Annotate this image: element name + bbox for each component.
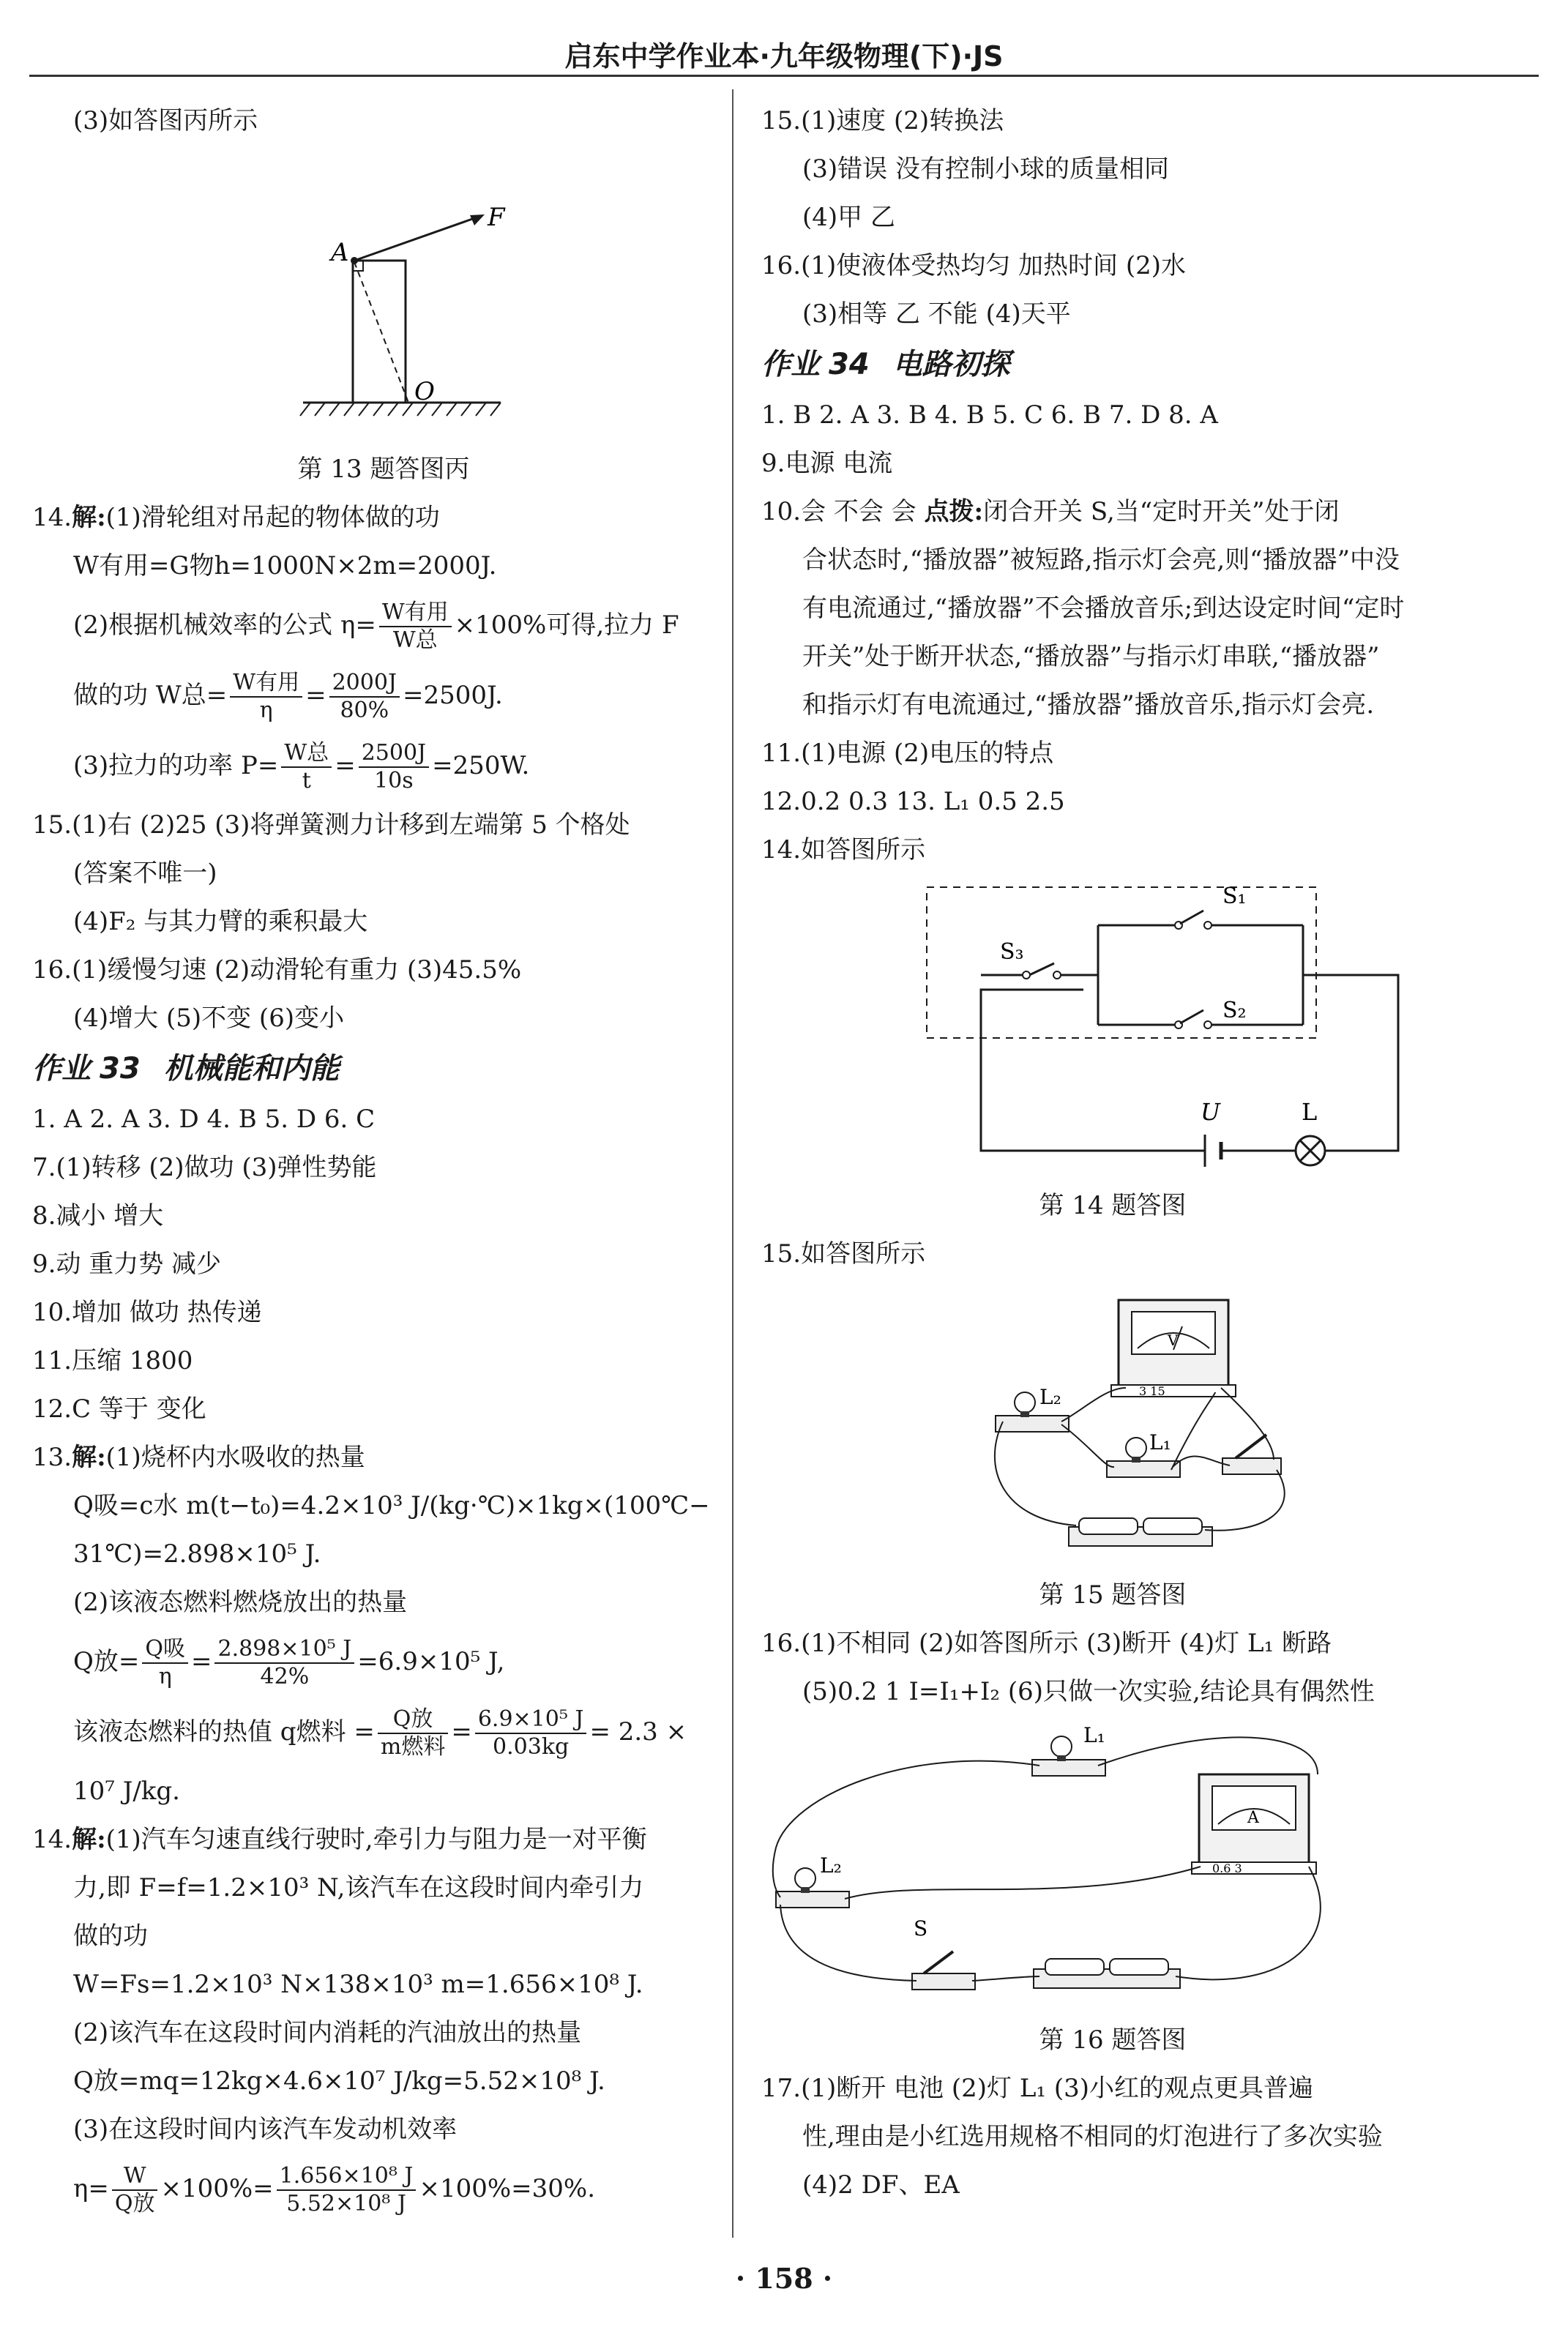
lamp-L1-board [1032,1760,1105,1776]
q13-part3: (3)如答图丙所示 [73,106,258,135]
r15-line3: (4)甲 乙 [802,203,895,232]
q14-line1: 14.解:(1)滑轮组对吊起的物体做的功 [32,503,440,532]
answer-13-line5: Q放= $\frac{\text{Q吸}}{\eta}$ = $\frac{\text{2.898×10⁵ J}}{42\%}$ =6.9×10⁵ J, [73,1636,505,1689]
b-answer-16-line1: 16.(1)不相同 (2)如答图所示 (3)断开 (4)灯 L₁ 断路 [761,1629,1332,1658]
fig16-figure [761,1716,1464,2016]
fig14-caption: 第 14 题答图 [1039,1191,1187,1220]
b-answer-10-line3: 有电流通过,“播放器”不会播放音乐;到达设定时间“定时 [802,594,1405,623]
answer-7: 7.(1)转移 (2)做功 (3)弹性势能 [32,1153,377,1182]
label-S: S [914,1916,928,1941]
fig14-figure [761,874,1464,1181]
answer-13-line2: Q吸=c水 m(t−t₀)=4.2×10³ J/(kg·℃)×1kg×(100℃− [73,1491,710,1520]
section-33-heading: 作业 33 机械能和内能 [32,1052,340,1086]
switch-S1 [1180,911,1203,924]
answer-10: 10.增加 做功 热传递 [32,1298,262,1327]
fig15-figure [761,1278,1464,1571]
lever-arm [354,262,408,403]
b-answer-10-line2: 合状态时,“播放器”被短路,指示灯会亮,则“播放器”中没 [802,545,1400,575]
b-answer-11: 11.(1)电源 (2)电压的特点 [761,739,1054,768]
b-answer-17-line3: (4)2 DF、EA [802,2170,960,2200]
label-F: F [488,203,505,232]
switch-S2 [1180,1010,1203,1023]
label-L1: L₁ [1149,1430,1171,1454]
b-answer-14: 14.如答图所示 [761,835,926,864]
answer-14-line3: 做的功 [73,1921,148,1951]
r16-line2: (3)相等 乙 不能 (4)天平 [802,299,1071,329]
q14-line4: 做的功 W总= $\frac{\text{W有用}}{\eta}$ = $\frac{2000J}{80\%}$ =2500J. [73,670,503,723]
fig13-diagram [32,145,735,445]
label-S3: S₃ [1000,939,1024,965]
answer-9: 9.动 重力势 减少 [32,1250,222,1279]
answer-8: 8.减小 增大 [32,1201,164,1230]
label-S2: S₂ [1222,998,1247,1023]
q15-line2: (答案不唯一) [73,859,217,888]
label-A: A [331,238,349,267]
section-34-heading: 作业 34 电路初探 [761,348,1010,381]
fig13-caption: 第 13 题答图丙 [297,455,470,484]
q15-line1: 15.(1)右 (2)25 (3)将弹簧测力计移到左端第 5 个格处 [32,810,630,840]
label-L2: L₂ [1039,1385,1061,1409]
ammeter-scale: 0.6 3 [1212,1861,1242,1875]
fig15-circuit [761,1278,1464,1571]
b-answer-12-13: 12.0.2 0.3 13. L₁ 0.5 2.5 [761,787,1065,816]
answer-14-line8: η= $\frac{W}{\text{Q放}}$ ×100%= $\frac{\text{1.656×10⁸ J}}{\text{5.52×10⁸ J}}$ ×100%=30%. [73,2163,596,2216]
b-answer-16-line2: (5)0.2 1 I=I₁+I₂ (6)只做一次实验,结论具有偶然性 [802,1677,1375,1706]
force-arrow [354,217,479,261]
answer-13-line6: 该液态燃料的热值 q燃料 = $\frac{\text{Q放}}{\text{m燃料}}$ = $\frac{\text{6.9×10⁵ J}}{0.03kg}$ = 2.3 × [73,1706,687,1760]
page-header: 启东中学作业本·九年级物理(下)·JS [29,38,1539,77]
b-answer-10-line1: 10.会 不会 会 点拨:闭合开关 S,当“定时开关”处于闭 [761,497,1340,526]
q16-line2: (4)增大 (5)不变 (6)变小 [73,1004,345,1033]
r15-line2: (3)错误 没有控制小球的质量相同 [802,154,1169,184]
left-column [32,97,735,2224]
b-answer-17-line2: 性,理由是小红选用规格不相同的灯泡进行了多次实验 [802,2122,1383,2151]
fig15-caption: 第 15 题答图 [1039,1580,1187,1610]
b-answer-17-line1: 17.(1)断开 电池 (2)灯 L₁ (3)小红的观点更具普遍 [761,2074,1313,2103]
right-column [761,97,1464,2209]
fig14-circuit [761,874,1464,1181]
answer-13-line4: (2)该液态燃料燃烧放出的热量 [73,1588,408,1617]
voltmeter-scale: 3 15 [1139,1384,1165,1398]
b-answer-10-line4: 开关”处于断开状态,“播放器”与指示灯串联,“播放器” [802,642,1380,671]
label-S1: S₁ [1222,884,1247,909]
answer-14-line6: Q放=mq=12kg×4.6×10⁷ J/kg=5.52×10⁸ J. [73,2066,605,2096]
voltmeter-V: V [1168,1332,1179,1349]
answer-13-line3: 31℃)=2.898×10⁵ J. [73,1539,321,1569]
q15-line3: (4)F₂ 与其力臂的乘积最大 [73,907,368,936]
label-L1: L₁ [1083,1723,1105,1747]
q14-line5: (3)拉力的功率 P= $\frac{\text{W总}}{t}$ = $\frac{2500J}{10s}$ =250W. [73,740,530,793]
dashed-box [927,887,1316,1038]
label-O: O [414,377,435,406]
answer-14-line5: (2)该汽车在这段时间内消耗的汽油放出的热量 [73,2018,582,2047]
q16-line1: 16.(1)缓慢匀速 (2)动滑轮有重力 (3)45.5% [32,955,522,985]
object-rect [353,261,406,403]
answers-1-6: 1. A 2. A 3. D 4. B 5. D 6. C [32,1105,376,1134]
q14-line3: (2)根据机械效率的公式 η= $\frac{\text{W有用}}{\text{W总}}$ ×100%可得,拉力 F [73,600,679,653]
ammeter-A: A [1247,1809,1259,1827]
q14-line2: W有用=G物h=1000N×2m=2000J. [73,551,497,580]
answer-14-line1: 14.解:(1)汽车匀速直线行驶时,牵引力与阻力是一对平衡 [32,1825,647,1854]
fig16-caption: 第 16 题答图 [1039,2025,1187,2055]
b-answer-10-line5: 和指示灯有电流通过,“播放器”播放音乐,指示灯会亮. [802,690,1375,720]
label-U: U [1201,1098,1220,1126]
lamp-L2-board [776,1891,849,1908]
answer-14-line2: 力,即 F=f=1.2×10³ N,该汽车在这段时间内牵引力 [73,1873,644,1902]
r15-line1: 15.(1)速度 (2)转换法 [761,106,1004,135]
fig13-figure [32,145,735,445]
lamp-L2-board [996,1416,1069,1432]
b-answer-15: 15.如答图所示 [761,1239,926,1269]
r16-line1: 16.(1)使液体受热均匀 加热时间 (2)水 [761,251,1187,280]
label-L: L [1302,1098,1318,1126]
b-answers-1-8: 1. B 2. A 3. B 4. B 5. C 6. B 7. D 8. A [761,400,1218,430]
lamp-L1-board [1107,1461,1180,1477]
answer-13-line1: 13.解:(1)烧杯内水吸收的热量 [32,1443,365,1472]
page-number: · 158 · [735,2262,833,2295]
fig16-circuit [761,1716,1464,2016]
answer-12: 12.C 等于 变化 [32,1394,206,1424]
answer-14-line4: W=Fs=1.2×10³ N×138×10³ m=1.656×10⁸ J. [73,1970,643,1999]
switch-S-board [912,1973,975,1990]
label-L2: L₂ [820,1853,842,1878]
answer-11: 11.压缩 1800 [32,1346,193,1375]
switch-board [1222,1458,1281,1474]
answer-14-line7: (3)在这段时间内该汽车发动机效率 [73,2115,458,2144]
b-answer-9: 9.电源 电流 [761,449,893,478]
answer-13-line7: 10⁷ J/kg. [73,1777,180,1806]
